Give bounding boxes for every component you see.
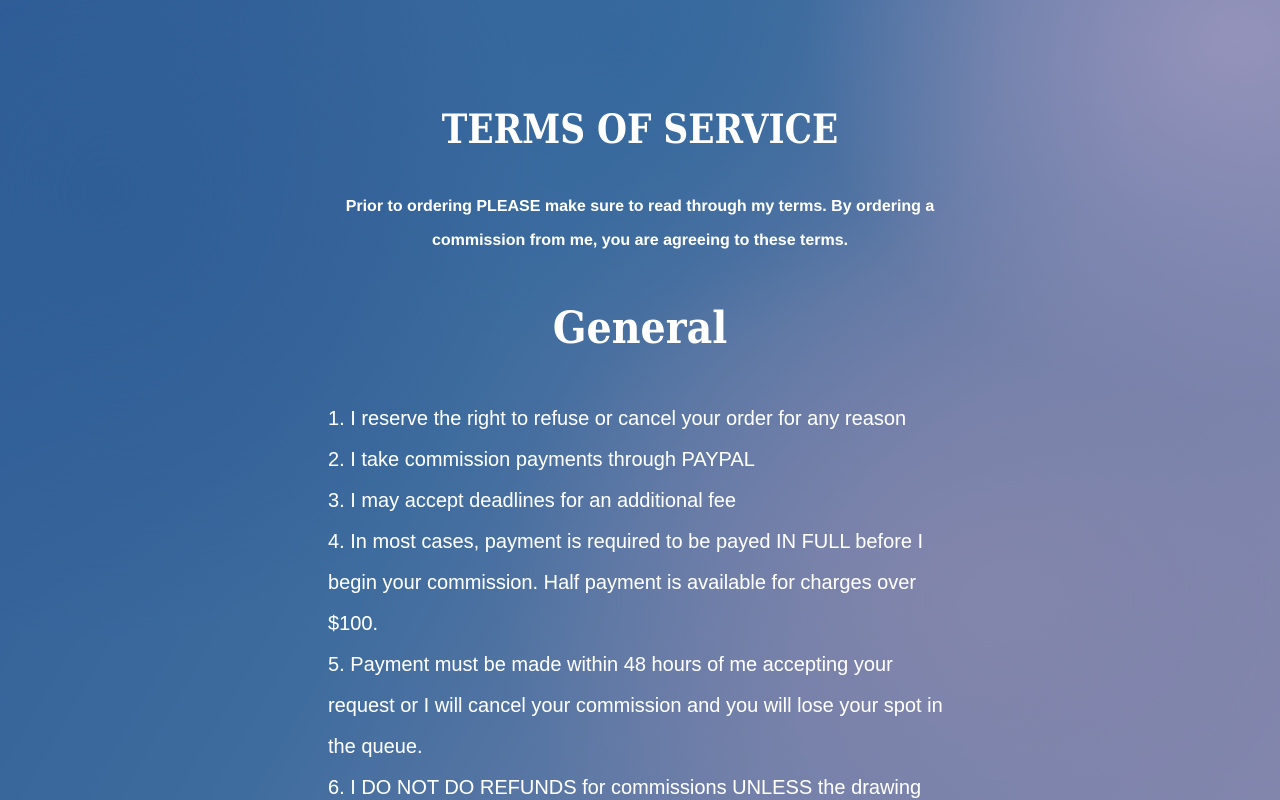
page-title: TERMS OF SERVICE	[441, 106, 839, 153]
section-title-general: General	[552, 303, 728, 354]
term-item-1: 1. I reserve the right to refuse or cancel your order for any reason	[328, 408, 907, 430]
term-item-2: 2. I take commission payments through PAYPAL	[328, 449, 755, 471]
intro-text: Prior to ordering PLEASE make sure to read through my terms. By ordering a commission from me, you are agreeing to these terms.	[345, 198, 935, 249]
term-item-6: 6. I DO NOT DO REFUNDS for commissions UNLESS the drawing	[328, 777, 922, 799]
term-item-3: 3. I may accept deadlines for an additional fee	[328, 490, 737, 512]
term-item-4: 4. In most cases, payment is required to be payed IN FULL before I begin your commission. Half payment is available for charges over $100.	[328, 531, 924, 635]
general-terms-list	[328, 399, 958, 800]
term-item-5: 5. Payment must be made within 48 hours of me accepting your request or I will cancel your commission and you will lose your spot in the queue.	[328, 654, 943, 758]
